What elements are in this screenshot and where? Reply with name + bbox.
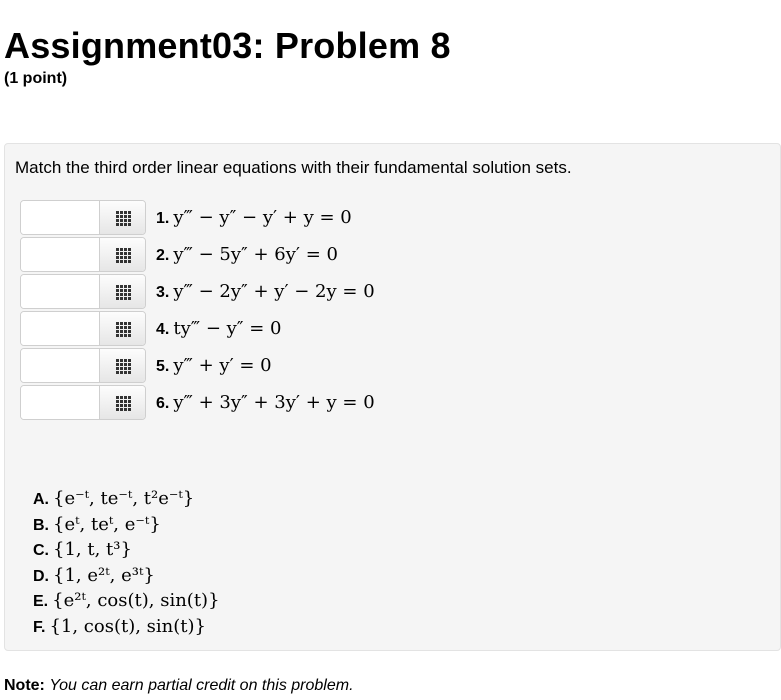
grid-icon xyxy=(116,322,130,336)
solution-text: {e²ᵗ, cos(t), sin(t)} xyxy=(52,590,220,611)
solution-text: {1, cos(t), sin(t)} xyxy=(49,615,206,637)
answer-box-6 xyxy=(20,385,146,420)
solution-text: {1, e²ᵗ, e³ᵗ} xyxy=(53,564,155,586)
answer-input-5[interactable] xyxy=(21,349,99,382)
equation-text: ty‴ − y″ = 0 xyxy=(173,318,282,339)
solution-set-a xyxy=(33,488,220,514)
point-value: (1 point) xyxy=(4,70,68,87)
solution-set-c xyxy=(33,539,220,565)
grid-icon xyxy=(116,211,130,225)
grid-icon xyxy=(116,285,130,299)
solution-set-e xyxy=(33,590,220,616)
solution-set-d xyxy=(33,565,220,591)
equation-row xyxy=(20,199,375,236)
answer-box-1 xyxy=(20,200,146,235)
answer-box-3 xyxy=(20,274,146,309)
picker-button-2[interactable] xyxy=(99,238,145,271)
answer-box-4 xyxy=(20,311,146,346)
picker-button-1[interactable] xyxy=(99,201,145,234)
equation-label: 5. xyxy=(156,358,170,375)
picker-button-3[interactable] xyxy=(99,275,145,308)
answer-box-2 xyxy=(20,237,146,272)
answer-input-2[interactable] xyxy=(21,238,99,271)
equation-row xyxy=(20,310,375,347)
equation-text: y‴ − 2y″ + y′ − 2y = 0 xyxy=(173,281,375,302)
equation-row xyxy=(20,273,375,310)
grid-icon xyxy=(116,359,130,373)
note-text: You can earn partial credit on this problem. xyxy=(49,677,354,694)
partial-credit-note xyxy=(4,677,354,695)
equation-text: y‴ − 5y″ + 6y′ = 0 xyxy=(173,244,338,265)
equation-6 xyxy=(156,392,375,413)
equation-4 xyxy=(156,318,282,339)
equation-row xyxy=(20,384,375,421)
solution-set-list xyxy=(33,488,220,641)
equation-label: 4. xyxy=(156,321,170,338)
equation-label: 2. xyxy=(156,247,170,264)
equation-row xyxy=(20,236,375,273)
equation-1 xyxy=(156,207,352,228)
answer-input-6[interactable] xyxy=(21,386,99,419)
solution-text: {1, t, t³} xyxy=(53,539,132,560)
solution-set-f xyxy=(33,616,220,642)
problem-instruction: Match the third order linear equations with their fundamental solution sets. xyxy=(15,158,572,177)
answer-box-5 xyxy=(20,348,146,383)
picker-button-4[interactable] xyxy=(99,312,145,345)
answer-input-1[interactable] xyxy=(21,201,99,234)
solution-label: D. xyxy=(33,567,49,585)
grid-icon xyxy=(116,248,130,262)
picker-button-5[interactable] xyxy=(99,349,145,382)
equation-list xyxy=(20,199,375,421)
equation-label: 3. xyxy=(156,284,170,301)
answer-input-3[interactable] xyxy=(21,275,99,308)
answer-input-4[interactable] xyxy=(21,312,99,345)
solution-label: F. xyxy=(33,618,46,636)
solution-label: B. xyxy=(33,516,49,534)
grid-icon xyxy=(116,396,130,410)
solution-set-b xyxy=(33,514,220,540)
problem-panel xyxy=(4,143,781,651)
equation-5 xyxy=(156,355,272,376)
equation-2 xyxy=(156,244,338,265)
equation-text: y‴ + y′ = 0 xyxy=(173,355,272,376)
note-label: Note: xyxy=(4,677,45,694)
page-title: Assignment03: Problem 8 xyxy=(4,25,451,66)
equation-text: y‴ + 3y″ + 3y′ + y = 0 xyxy=(173,392,375,413)
solution-label: C. xyxy=(33,542,49,559)
solution-text: {eᵗ, teᵗ, e⁻ᵗ} xyxy=(53,513,161,535)
equation-text: y‴ − y″ − y′ + y = 0 xyxy=(173,207,352,228)
equation-row xyxy=(20,347,375,384)
equation-3 xyxy=(156,281,375,302)
solution-label: E. xyxy=(33,593,49,610)
equation-label: 6. xyxy=(156,395,170,412)
equation-label: 1. xyxy=(156,210,170,227)
picker-button-6[interactable] xyxy=(99,386,145,419)
solution-text: {e⁻ᵗ, te⁻ᵗ, t²e⁻ᵗ} xyxy=(53,488,195,509)
solution-label: A. xyxy=(33,491,49,508)
